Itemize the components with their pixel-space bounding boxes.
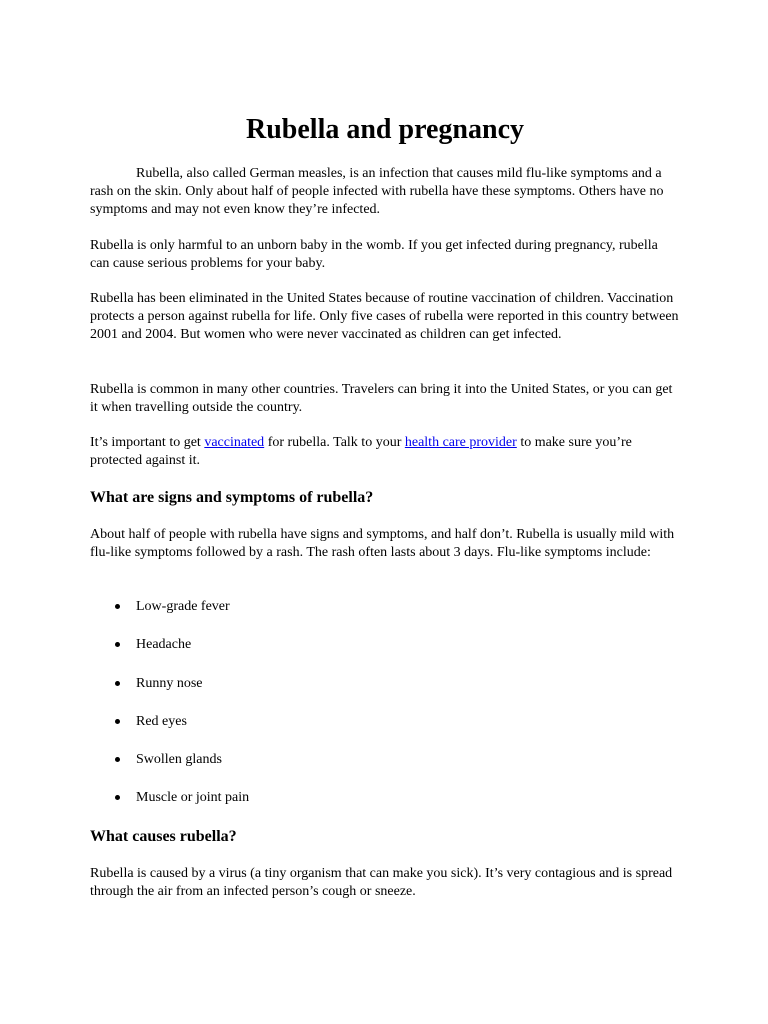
symptoms-paragraph: About half of people with rubella have signs and symptoms, and half don’t. Rubella is usually mild with flu-like symptoms followed by a rash. The rash often lasts about 3 days. Flu-like symptoms include: <box>90 527 675 561</box>
causes-heading: What causes rubella? <box>90 828 237 845</box>
list-item <box>90 751 680 789</box>
symptom-label: Headache <box>136 637 192 653</box>
symptom-label: Red eyes <box>136 713 187 729</box>
vaccinated-link[interactable]: vaccinated <box>204 435 265 450</box>
bullet-icon <box>115 642 120 647</box>
elimination-paragraph: Rubella has been eliminated in the United States because of routine vaccination of children. Vaccination protects a person against rubella for life. Only five cases of rubella were reported in this country between 2001 and 2004. But women who were never vaccinated as children can get infected. <box>90 291 679 343</box>
vaccination-paragraph <box>90 434 680 470</box>
list-item <box>90 636 680 674</box>
symptoms-list <box>90 598 680 828</box>
symptoms-heading: What are signs and symptoms of rubella? <box>90 489 374 506</box>
intro-paragraph: Rubella, also called German measles, is an infection that causes mild flu-like symptoms and a rash on the skin. Only about half of people infected with rubella have these symptoms. Others have no symptoms and may not even know they’re infected. <box>90 166 664 218</box>
vaccination-text-middle: for rubella. Talk to your <box>264 435 405 450</box>
bullet-icon <box>115 719 120 724</box>
bullet-icon <box>115 604 120 609</box>
bullet-icon <box>115 757 120 762</box>
travel-paragraph: Rubella is common in many other countries. Travelers can bring it into the United States, or you can get it when travelling outside the country. <box>90 382 673 416</box>
page-title: Rubella and pregnancy <box>246 114 524 145</box>
bullet-icon <box>115 795 120 800</box>
symptom-label: Low-grade fever <box>136 599 230 614</box>
bullet-icon <box>115 681 120 686</box>
health-care-provider-link[interactable]: health care provider <box>404 435 517 450</box>
harm-paragraph: Rubella is only harmful to an unborn baby in the womb. If you get infected during pregnancy, rubella can cause serious problems for your baby. <box>90 238 658 272</box>
list-item <box>90 713 680 751</box>
vaccination-text-after: to make sure you’re protected against it. <box>90 435 632 469</box>
vaccination-text-before: It’s important to get <box>90 435 205 450</box>
symptom-label: Swollen glands <box>136 752 222 768</box>
symptom-label: Muscle or joint pain <box>136 790 250 806</box>
list-item <box>90 598 680 636</box>
causes-paragraph: Rubella is caused by a virus (a tiny organism that can make you sick). It’s very contagious and is spread through the air from an infected person’s cough or sneeze. <box>90 866 673 900</box>
list-item <box>90 789 680 827</box>
list-item <box>90 675 680 713</box>
symptom-label: Runny nose <box>136 675 203 691</box>
